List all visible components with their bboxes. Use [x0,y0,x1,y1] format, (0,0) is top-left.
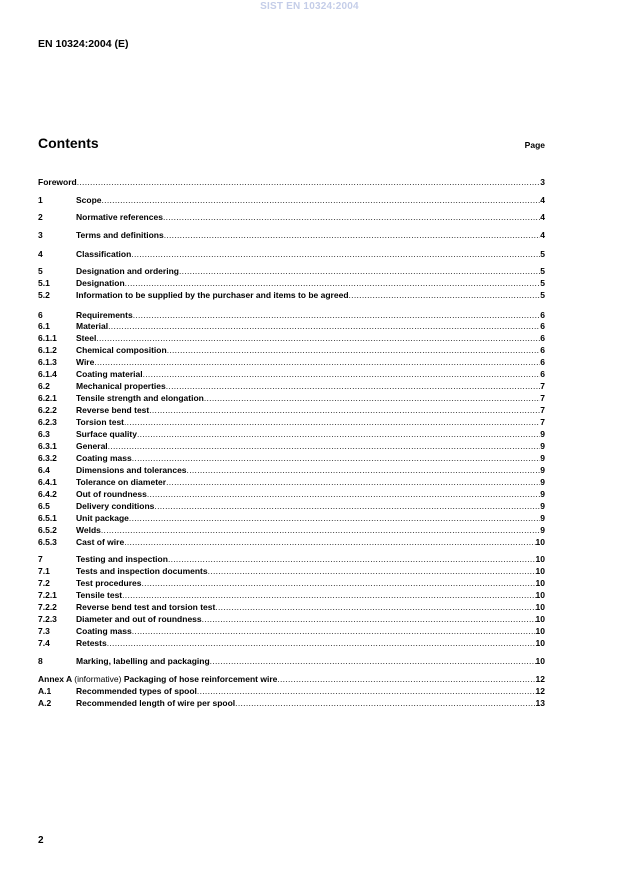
toc-entry[interactable] [38,465,545,476]
toc-entry[interactable] [38,230,545,241]
toc-dot-leader [131,249,540,260]
toc-entry-title: Designation and ordering [76,266,179,276]
toc-entry[interactable] [38,212,545,223]
toc-dot-leader [107,638,536,649]
toc-entry-title: Tests and inspection documents [76,566,208,576]
toc-entry-number: 7.2.2 [38,602,57,612]
toc-entry[interactable] [38,698,545,709]
toc-entry[interactable] [38,566,545,577]
toc-entry-page: 9 [540,513,545,523]
toc-entry-number: 6.5 [38,501,50,511]
toc-entry-page: 9 [540,429,545,439]
toc-entry-title: Coating material [76,369,143,379]
toc-entry-number: 6.2 [38,381,50,391]
toc-entry[interactable] [38,590,545,601]
toc-entry-page: 10 [535,578,545,588]
toc-entry-number: 7.2.3 [38,614,57,624]
toc-entry-page: 4 [540,230,545,240]
toc-dot-leader [179,266,540,277]
toc-dot-leader [167,345,541,356]
toc-dot-leader [137,429,540,440]
toc-dot-leader [202,614,536,625]
toc-entry-number: 6.4 [38,465,50,475]
toc-dot-leader [149,405,540,416]
toc-entry[interactable] [38,578,545,589]
toc-dot-leader [108,441,541,452]
toc-dot-leader [349,290,541,301]
toc-dot-leader [94,357,540,368]
toc-entry[interactable] [38,453,545,464]
toc-entry-title: Tensile strength and elongation [76,393,204,403]
toc-entry-title: Mechanical properties [76,381,166,391]
toc-entry[interactable] [38,266,545,277]
toc-entry-title: Reverse bend test and torsion test [76,602,216,612]
toc-entry-page: 10 [535,590,545,600]
toc-entry-number: 6.1.2 [38,345,57,355]
toc-entry-number: 6.2.3 [38,417,57,427]
toc-dot-leader [168,554,536,565]
toc-entry-number: 6.4.2 [38,489,57,499]
toc-dot-leader [163,212,540,223]
toc-entry-page: 9 [540,501,545,511]
annex-title: Packaging of hose reinforcement wire [123,674,278,684]
toc-entry-title: Classification [76,249,132,259]
toc-entry-title: Material [76,321,109,331]
toc-entry-title: Designation [76,278,125,288]
toc-entry-page: 10 [535,554,545,564]
toc-dot-leader [143,369,541,380]
toc-dot-leader [197,686,536,697]
toc-entry-page: 7 [540,405,545,415]
page-number: 2 [38,835,44,846]
toc-entry-number: 1 [38,195,43,205]
toc-entry-title: Marking, labelling and packaging [76,656,210,666]
toc-entry-title: Normative references [76,212,163,222]
toc-entry-title: Testing and inspection [76,554,168,564]
toc-entry-page: 12 [535,686,545,696]
toc-entry[interactable] [38,393,545,404]
toc-entry[interactable] [38,177,545,188]
toc-dot-leader [96,333,540,344]
toc-entry-page: 9 [540,477,545,487]
toc-entry-title: Delivery conditions [76,501,155,511]
toc-dot-leader [166,477,540,488]
toc-entry-title: Unit package [76,513,129,523]
toc-entry[interactable] [38,626,545,637]
toc-entry[interactable] [38,357,545,368]
toc-entry-title: Recommended types of spool [76,686,197,696]
toc-entry-page: 3 [540,177,545,187]
toc-entry[interactable] [38,310,545,321]
toc-entry-page: 5 [540,249,545,259]
toc-entry[interactable] [38,369,545,380]
toc-entry-number: 6.1.1 [38,333,57,343]
toc-entry[interactable] [38,554,545,565]
toc-dot-leader [215,602,535,613]
toc-dot-leader [166,381,541,392]
toc-entry-number: 7.4 [38,638,50,648]
toc-entry[interactable] [38,441,545,452]
toc-entry[interactable] [38,321,545,332]
toc-entry-title: Information to be supplied by the purchaser and items to be agreed [76,290,349,300]
toc-entry-page: 7 [540,393,545,403]
toc-entry-number: 7 [38,554,43,564]
toc-entry-title: Wire [76,357,95,367]
toc-entry-number: 6.1.4 [38,369,57,379]
toc-entry-number: 5.1 [38,278,50,288]
toc-entry-page: 10 [535,566,545,576]
toc-dot-leader [77,177,541,188]
toc-entry[interactable] [38,417,545,428]
toc-entry-page: 10 [535,638,545,648]
toc-dot-leader [204,393,540,404]
toc-entry-title: Dimensions and tolerances [76,465,187,475]
toc-entry[interactable] [38,525,545,536]
toc-entry-number: 6.3.1 [38,441,57,451]
toc-dot-leader [277,674,535,685]
toc-entry-page: 5 [540,278,545,288]
toc-entry[interactable] [38,656,545,667]
toc-dot-leader [102,195,541,206]
toc-entry[interactable] [38,278,545,289]
toc-entry-number: 5 [38,266,43,276]
toc-entry-title: Welds [76,525,101,535]
toc-entry-number: 4 [38,249,43,259]
page-column-label: Page [524,140,545,150]
watermark: SIST EN 10324:2004 [260,1,359,12]
toc-entry-title: Tolerance on diameter [76,477,167,487]
toc-entry-title: Coating mass [76,626,132,636]
toc-entry-number: 6.5.1 [38,513,57,523]
toc-entry-title: Foreword [38,177,77,187]
toc-entry-title: Requirements [76,310,133,320]
toc-dot-leader [132,453,541,464]
toc-entry-page: 4 [540,195,545,205]
toc-entry-number: 7.3 [38,626,50,636]
toc-entry-number: 8 [38,656,43,666]
toc-entry-page: 9 [540,489,545,499]
document-id: EN 10324:2004 (E) [38,38,129,50]
toc-entry-page: 6 [540,321,545,331]
toc-entry-title: Steel [76,333,97,343]
toc-dot-leader [101,525,540,536]
toc-entry-page: 6 [540,357,545,367]
toc-entry-page: 9 [540,525,545,535]
toc-entry-number: 6 [38,310,43,320]
toc-dot-leader [164,230,541,241]
toc-entry-title: Terms and definitions [76,230,164,240]
toc-entry-title: Recommended length of wire per spool [76,698,236,708]
toc-dot-leader [132,626,536,637]
toc-entry-number: A.1 [38,686,52,696]
toc-dot-leader [108,321,540,332]
toc-entry-title: Scope [76,195,102,205]
toc-entry-page: 6 [540,345,545,355]
toc-entry[interactable] [38,429,545,440]
toc-dot-leader [124,417,540,428]
toc-dot-leader [124,537,535,548]
toc-dot-leader [208,566,536,577]
toc-entry-title: Surface quality [76,429,137,439]
toc-entry-page: 7 [540,417,545,427]
toc-entry[interactable] [38,290,545,301]
toc-entry[interactable] [38,405,545,416]
toc-entry-page: 12 [535,674,545,684]
toc-entry-page: 9 [540,465,545,475]
toc-entry-page: 10 [535,614,545,624]
toc-entry-title: Coating mass [76,453,132,463]
toc-entry-title: Chemical composition [76,345,167,355]
toc-entry-number: 6.2.2 [38,405,57,415]
toc-entry[interactable] [38,489,545,500]
toc-entry-number: 6.4.1 [38,477,57,487]
toc-entry-title: Retests [76,638,107,648]
toc-entry-number: 5.2 [38,290,50,300]
toc-dot-leader [154,501,540,512]
toc-entry-number: 2 [38,212,43,222]
toc-entry-number: 3 [38,230,43,240]
toc-dot-leader [210,656,536,667]
toc-entry[interactable] [38,638,545,649]
toc-entry-page: 9 [540,441,545,451]
toc-entry[interactable] [38,501,545,512]
toc-entry-number: 7.1 [38,566,50,576]
toc-entry[interactable] [38,674,545,685]
toc-entry-page: 6 [540,369,545,379]
toc-entry-number: A.2 [38,698,52,708]
toc-entry-number: 6.1 [38,321,50,331]
toc-entry-page: 5 [540,290,545,300]
toc-entry-number: 6.1.3 [38,357,57,367]
toc-entry-title: Reverse bend test [76,405,150,415]
toc-entry[interactable] [38,614,545,625]
toc-entry-page: 5 [540,266,545,276]
toc-entry[interactable] [38,537,545,548]
toc-entry-number: 6.3 [38,429,50,439]
toc-entry[interactable] [38,381,545,392]
toc-entry[interactable] [38,249,545,260]
toc-entry-title: Out of roundness [76,489,147,499]
toc-entry[interactable] [38,333,545,344]
toc-entry-page: 13 [535,698,545,708]
toc-entry[interactable] [38,513,545,524]
toc-entry[interactable] [38,602,545,613]
toc-entry-title: Torsion test [76,417,125,427]
contents-title: Contents [38,135,99,151]
toc-dot-leader [125,278,541,289]
toc-entry-number: 6.3.2 [38,453,57,463]
toc-entry-title: Test procedures [76,578,142,588]
toc-entry-title [38,674,277,685]
toc-dot-leader [122,590,535,601]
toc-entry-page: 10 [535,537,545,547]
toc-entry-number: 7.2.1 [38,590,57,600]
toc-dot-leader [235,698,535,709]
toc-entry-title: Cast of wire [76,537,125,547]
annex-label: Annex A [38,674,72,684]
annex-informative-label: (informative) [74,674,122,684]
toc-entry-title: Diameter and out of roundness [76,614,202,624]
toc-entry-page: 10 [535,602,545,612]
toc-entry-title: Tensile test [76,590,123,600]
toc-entry[interactable] [38,345,545,356]
toc-entry-page: 4 [540,212,545,222]
toc-entry-number: 7.2 [38,578,50,588]
toc-entry-page: 10 [535,626,545,636]
toc-dot-leader [129,513,540,524]
toc-dot-leader [133,310,541,321]
toc-entry[interactable] [38,195,545,206]
toc-dot-leader [142,578,536,589]
toc-entry-page: 9 [540,453,545,463]
toc-entry-number: 6.5.2 [38,525,57,535]
toc-dot-leader [147,489,540,500]
toc-entry[interactable] [38,686,545,697]
toc-entry-page: 6 [540,310,545,320]
toc-entry-title: General [76,441,108,451]
toc-entry-page: 10 [535,656,545,666]
toc-entry-page: 6 [540,333,545,343]
toc-entry[interactable] [38,477,545,488]
toc-entry-number: 6.2.1 [38,393,57,403]
toc-entry-page: 7 [540,381,545,391]
toc-entry-number: 6.5.3 [38,537,57,547]
toc-dot-leader [187,465,541,476]
